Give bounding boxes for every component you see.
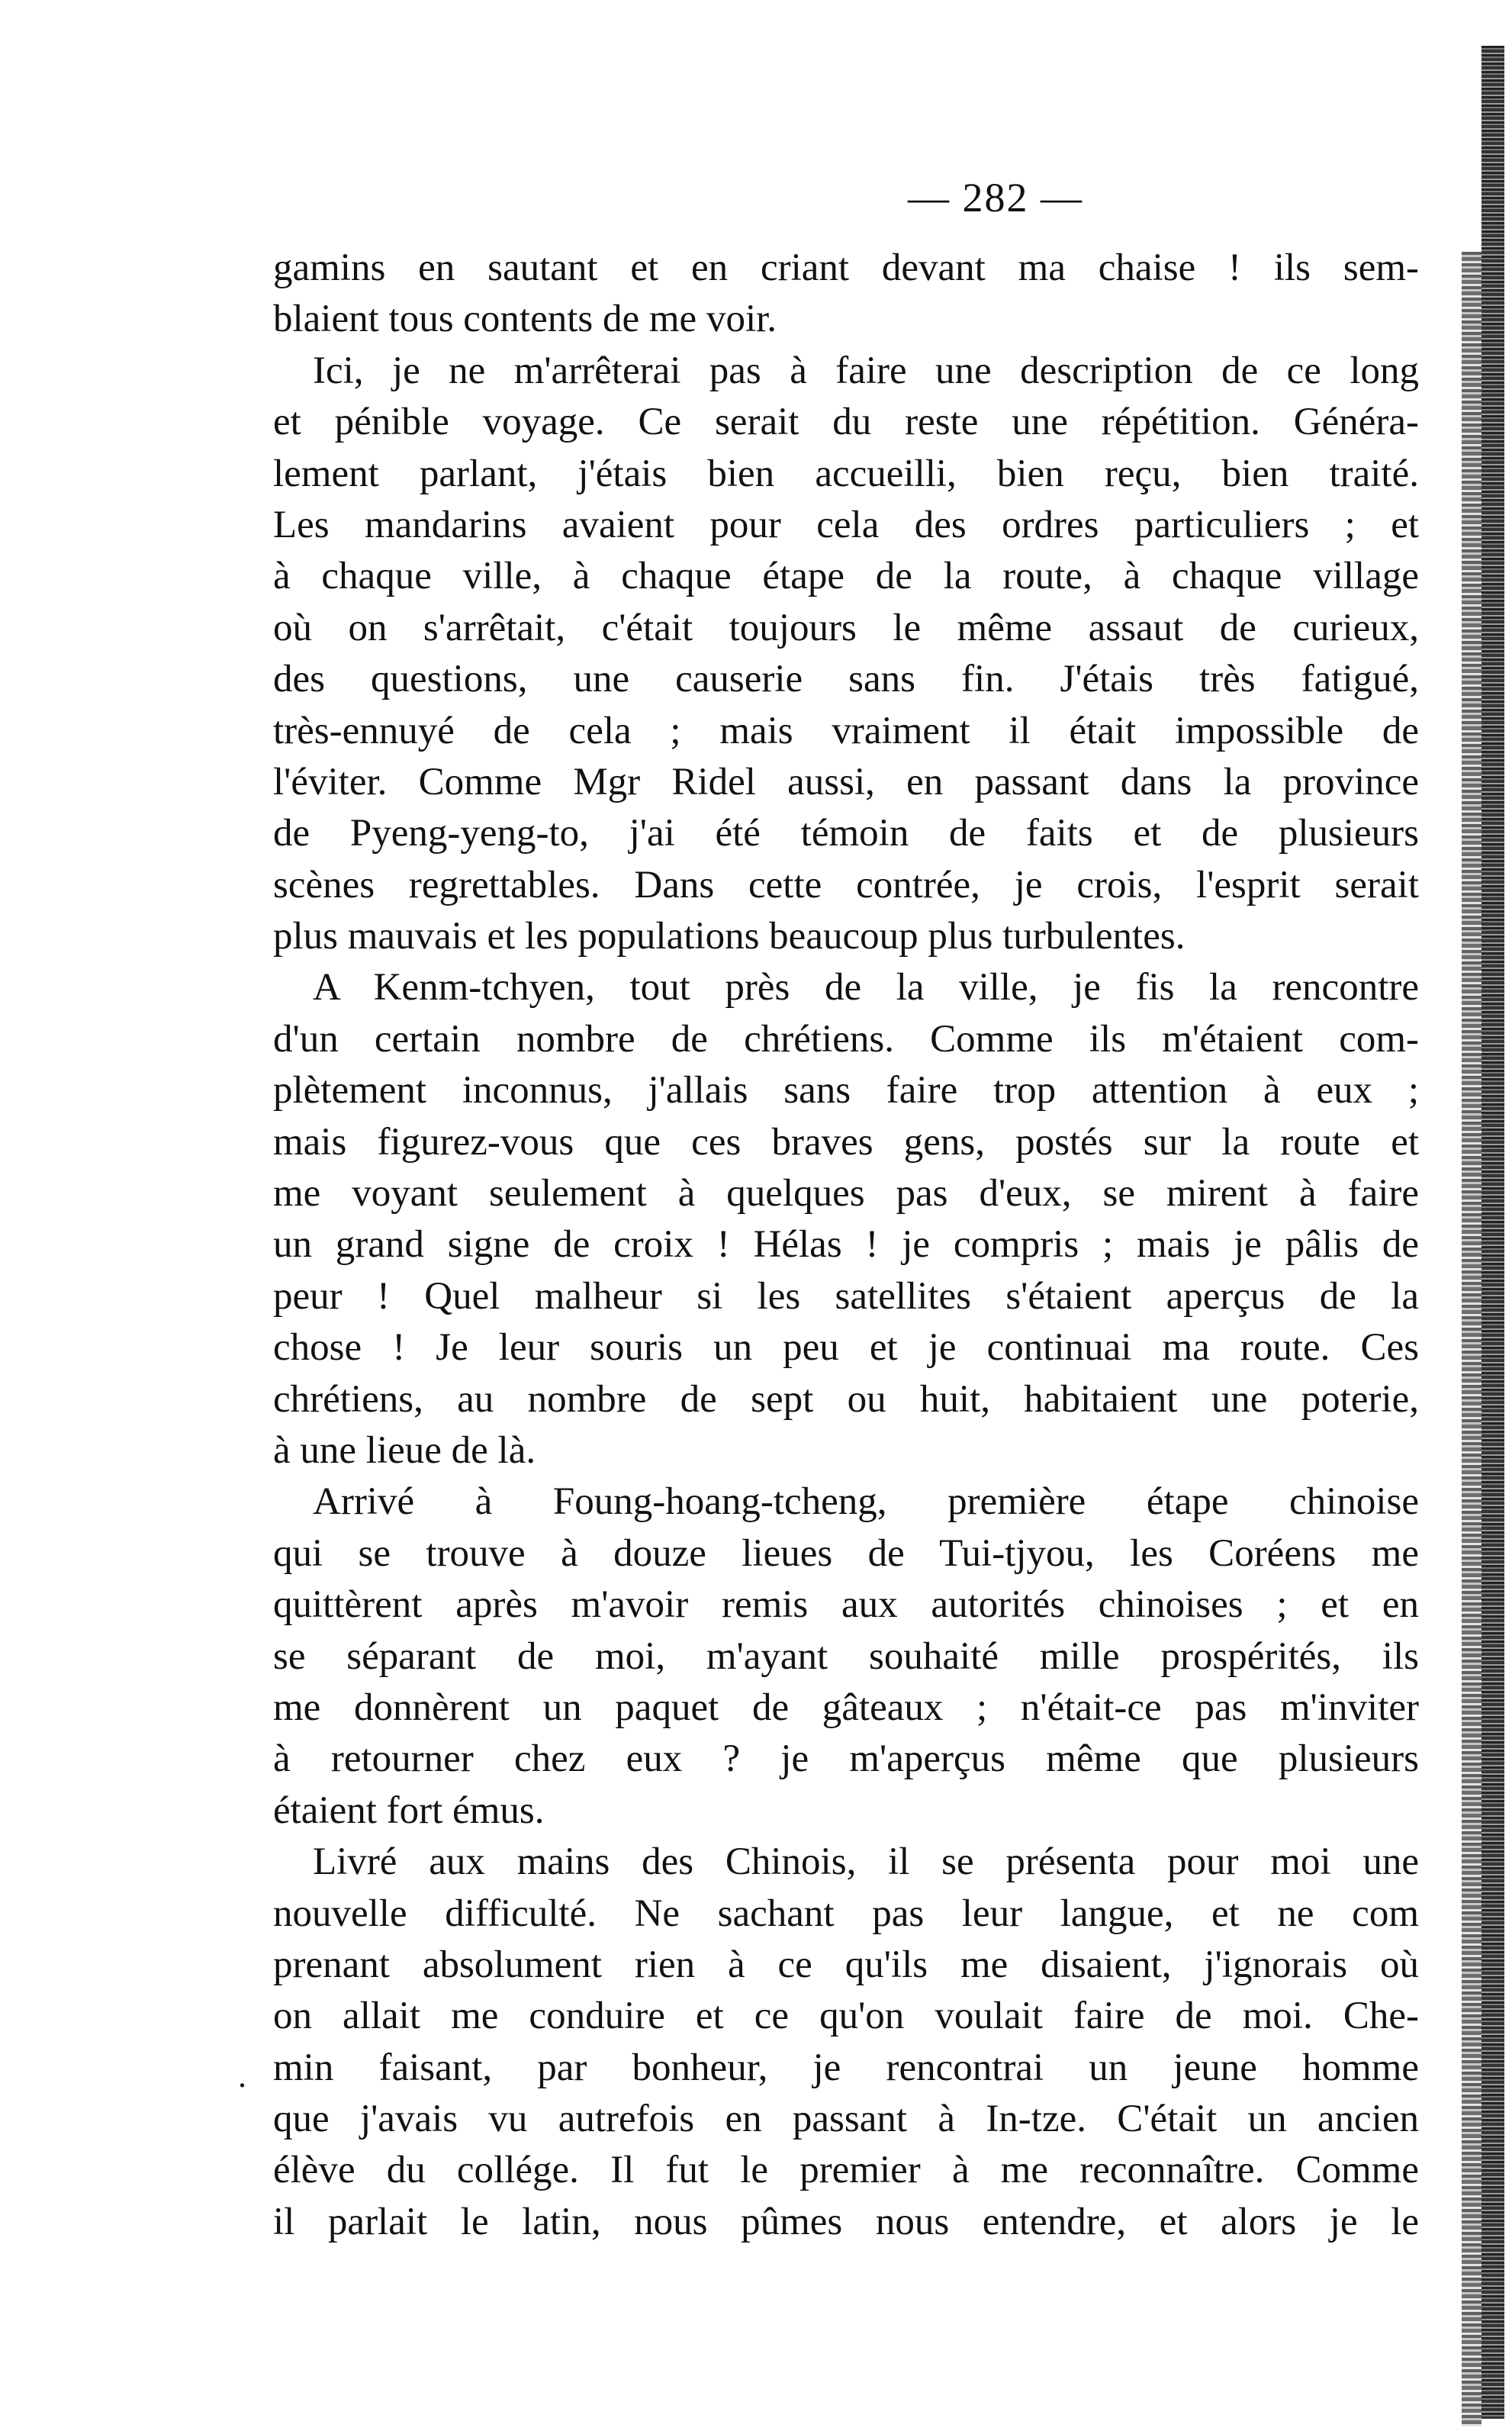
text-line: d'un certain nombre de chrétiens. Comme ils m'étaient com- [273, 1017, 1419, 1061]
text-line: Arrivé à Foung-hoang-tcheng, première étape chinoise [313, 1480, 1419, 1524]
margin-mark: . [238, 2057, 246, 2095]
text-line: l'éviter. Comme Mgr Ridel aussi, en passant dans la province [273, 760, 1419, 803]
text-line: chose ! Je leur souris un peu et je continuai ma route. Ces [273, 1326, 1419, 1370]
text-line: plus mauvais et les populations beaucoup plus turbulentes. [273, 915, 1185, 958]
text-line: de Pyeng-yeng-to, j'ai été témoin de faits et de plusieurs [273, 812, 1419, 855]
text-line: min faisant, par bonheur, je rencontrai un jeune homme [273, 2046, 1419, 2089]
text-line: me voyant seulement à quelques pas d'eux, se mirent à faire [273, 1172, 1419, 1216]
text-line: chrétiens, au nombre de sept ou huit, habitaient une poterie, [273, 1377, 1419, 1421]
body-text [273, 243, 1419, 2248]
text-line: on allait me conduire et ce qu'on voulait faire de moi. Che- [273, 1995, 1419, 2038]
text-line: très-ennuyé de cela ; mais vraiment il était impossible de [273, 709, 1419, 752]
page-number: — 282 — [908, 175, 1083, 221]
text-line: qui se trouve à douze lieues de Tui-tjyou, les Coréens me [273, 1531, 1419, 1575]
text-line: gamins en sautant et en criant devant ma chaise ! ils sem- [273, 246, 1419, 289]
text-line: un grand signe de croix ! Hélas ! je compris ; mais je pâlis de [273, 1223, 1419, 1267]
text-line: à retourner chez eux ? je m'aperçus même que plusieurs [273, 1737, 1419, 1781]
text-line: scènes regrettables. Dans cette contrée, je crois, l'esprit serait [273, 863, 1419, 906]
text-line: prenant absolument rien à ce qu'ils me disaient, j'ignorais où [273, 1943, 1419, 1986]
text-line: blaient tous contents de me voir. [273, 298, 777, 341]
text-line: étaient fort émus. [273, 1789, 545, 1832]
scan-edge-texture [1462, 252, 1481, 2426]
text-line: me donnèrent un paquet de gâteaux ; n'était-ce pas m'inviter [273, 1686, 1419, 1729]
text-line: lement parlant, j'étais bien accueilli, bien reçu, bien traité. [273, 452, 1419, 495]
text-line: et pénible voyage. Ce serait du reste une répétition. Généra- [273, 401, 1419, 444]
text-line: quittèrent après m'avoir remis aux autorités chinoises ; et en [273, 1583, 1419, 1627]
text-line: des questions, une causerie sans fin. J'étais très fatigué, [273, 658, 1419, 701]
text-line: peur ! Quel malheur si les satellites s'étaient aperçus de la [273, 1274, 1419, 1318]
text-line: mais figurez-vous que ces braves gens, postés sur la route et [273, 1120, 1419, 1164]
text-line: que j'avais vu autrefois en passant à In-tze. C'était un ancien [273, 2098, 1419, 2141]
text-line: se séparant de moi, m'ayant souhaité mille prospérités, ils [273, 1634, 1419, 1678]
text-line: à une lieue de là. [273, 1428, 536, 1472]
text-line: où on s'arrêtait, c'était toujours le même assaut de curieux, [273, 606, 1419, 649]
text-line: à chaque ville, à chaque étape de la route, à chaque village [273, 555, 1419, 598]
text-line: élève du collége. Il fut le premier à me reconnaître. Comme [273, 2149, 1419, 2192]
text-line: plètement inconnus, j'allais sans faire trop attention à eux ; [273, 1069, 1419, 1112]
text-line: nouvelle difficulté. Ne sachant pas leur langue, et ne com [273, 1892, 1419, 1935]
scan-edge-shadow [1481, 46, 1504, 2419]
text-line: Livré aux mains des Chinois, il se présenta pour moi une [313, 1840, 1419, 1884]
text-line: Les mandarins avaient pour cela des ordres particuliers ; et [273, 503, 1419, 546]
text-line: A Kenm-tchyen, tout près de la ville, je fis la rencontre [313, 966, 1419, 1009]
text-line: il parlait le latin, nous pûmes nous entendre, et alors je le [273, 2200, 1419, 2243]
text-line: Ici, je ne m'arrêterai pas à faire une description de ce long [313, 349, 1419, 392]
